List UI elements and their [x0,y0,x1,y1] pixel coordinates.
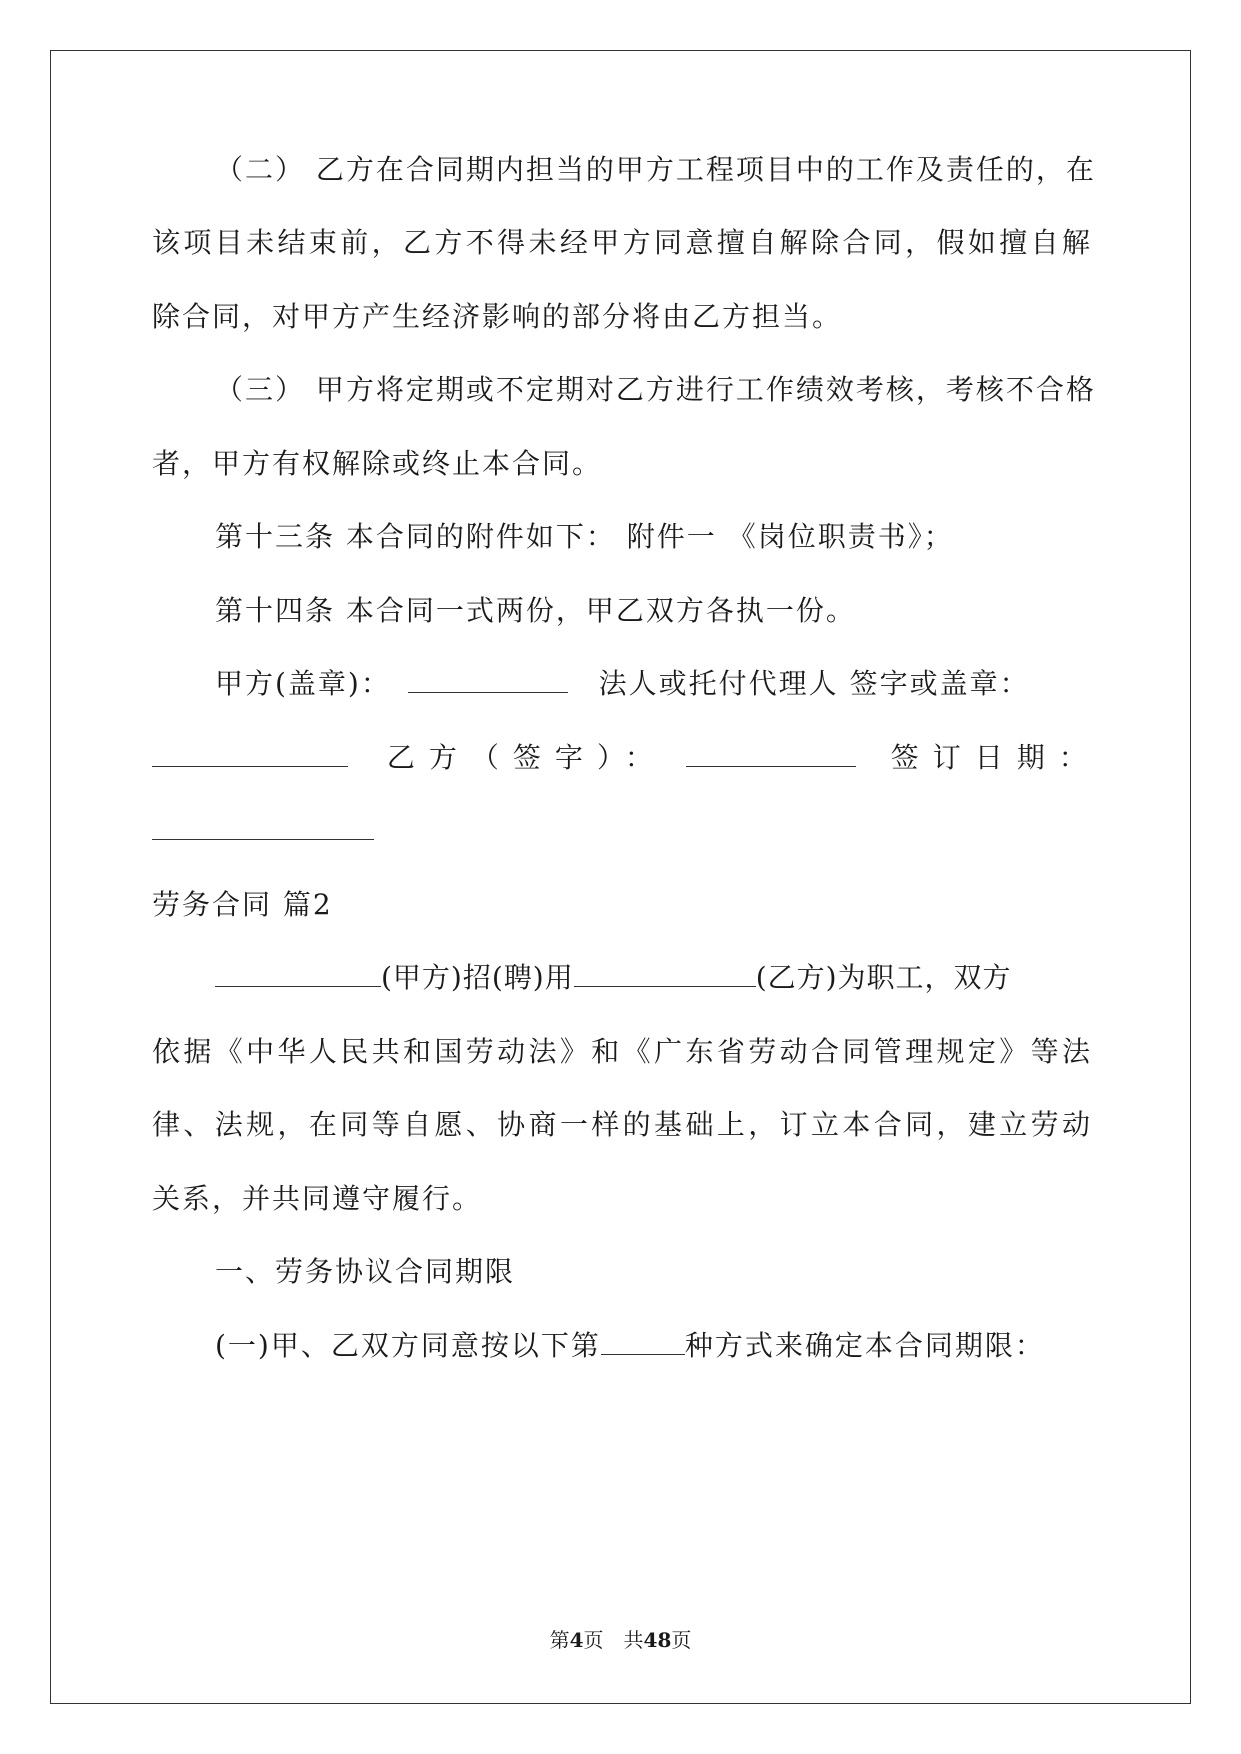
page-mid: 页 共 [583,1628,644,1652]
item-1-line [152,1326,1092,1366]
party-b-label: 乙方（签字）： [386,741,667,774]
section-title: 劳务合同 篇2 [152,888,333,921]
party-a-seal-blank [408,664,568,693]
intro-line3: 律、法规，在同等自愿、协商一样的基础上，订立本合同，建立劳动 [152,1108,1092,1141]
page-total: 48 [643,1628,672,1652]
employee-suffix: (乙方)为职工，双方 [755,961,1012,994]
intro-line4: 关系，并共同遵守履行。 [152,1182,483,1215]
p3-line1: （三） 甲方将定期或不定期对乙方进行工作绩效考核，考核不合格 [215,373,1096,406]
party-a-label: 甲方(盖章)： [215,667,391,700]
intro-line1 [152,958,1092,998]
representative-label: 法人或托付代理人 签字或盖章： [598,667,1030,700]
signature-line-3 [152,811,1092,851]
article-14: 第十四条 本合同一式两份，甲乙双方各执一份。 [215,594,856,627]
p3-line2: 者，甲方有权解除或终止本合同。 [152,447,603,480]
date-label: 签订日期： [890,741,1101,774]
employer-blank [215,958,381,987]
p2-line1: （二） 乙方在合同期内担当的甲方工程项目中的工作及责任的，在 [215,153,1096,186]
page-number: 4 [569,1628,584,1652]
p2-line2: 该项目未结束前，乙方不得未经甲方同意擅自解除合同，假如擅自解 [152,226,1092,259]
item-1-prefix: (一)甲、乙双方同意按以下第 [215,1329,601,1362]
page-footer [0,1628,1241,1652]
page-prefix: 第 [549,1628,570,1652]
item-1-blank [601,1326,685,1355]
employee-blank [574,958,756,987]
heading-term: 一、劳务协议合同期限 [215,1255,516,1288]
employer-suffix: (甲方)招(聘)用 [381,961,574,994]
p2-line3: 除合同，对甲方产生经济影响的部分将由乙方担当。 [152,300,843,333]
page-suffix: 页 [671,1628,692,1652]
item-1-suffix: 种方式来确定本合同期限： [684,1329,1045,1362]
article-13: 第十三条 本合同的附件如下： 附件一 《岗位职责书》； [215,520,954,553]
signature-line-2 [152,738,1101,778]
representative-sign-blank [152,738,348,767]
intro-line2: 依据《中华人民共和国劳动法》和《广东省劳动合同管理规定》等法 [152,1035,1092,1068]
date-blank [152,811,374,840]
signature-line-1 [152,664,1092,704]
party-b-sign-blank [686,738,856,767]
